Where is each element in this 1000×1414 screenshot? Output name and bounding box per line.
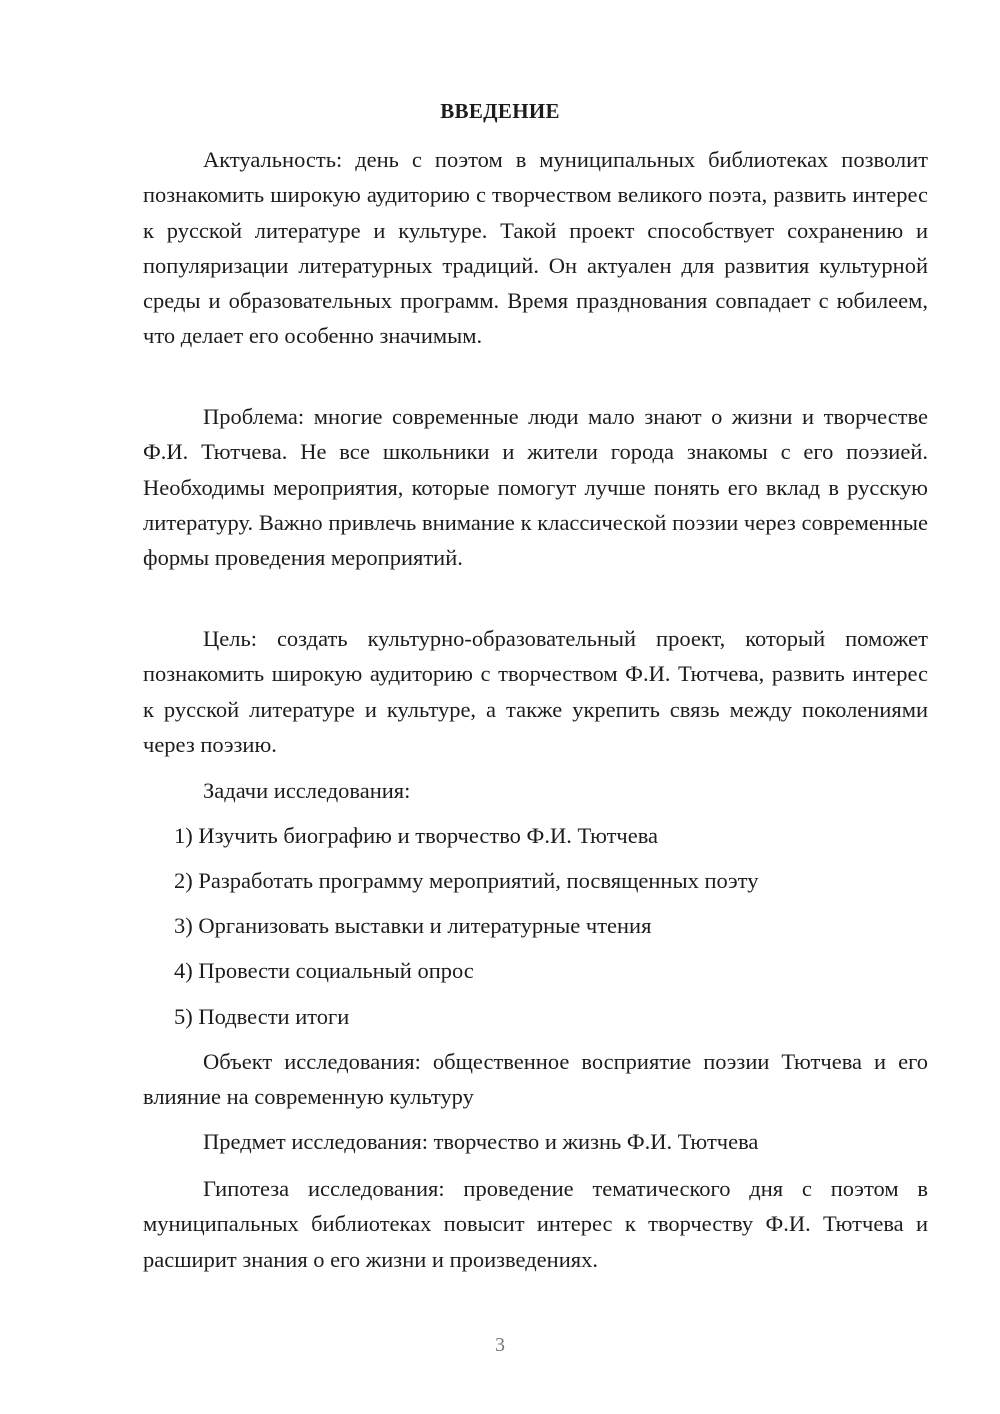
list-item: 4) Провести социальный опрос [174, 958, 474, 983]
hypothesis-paragraph: Гипотеза исследования: проведение тематического дня с поэтом в муниципальных библиотеках повысит интерес к творчеству Ф.И. Тютчева и расширит знания о его жизни и произведениях. [143, 1176, 928, 1272]
object-paragraph: Объект исследования: общественное восприятие поэзии Тютчева и его влияние на современную культуру [143, 1049, 928, 1110]
goal-paragraph: Цель: создать культурно-образовательный проект, который поможет познакомить широкую аудиторию с творчеством Ф.И. Тютчева, развить интерес к русской литературе и культуре, а также укрепить связь между поколениями через поэзию. [143, 626, 928, 757]
problem-paragraph: Проблема: многие современные люди мало знают о жизни и творчестве Ф.И. Тютчева. Не все школьники и жители города знакомы с его поэзией. Необходимы мероприятия, которые помогут лучше понять его вклад в русскую литературу. Важно привлечь внимание к классической поэзии через современные формы проведения мероприятий. [143, 404, 928, 571]
page-number: 3 [495, 1334, 505, 1356]
list-item: 5) Подвести итоги [174, 1004, 350, 1029]
list-item: 3) Организовать выставки и литературные чтения [174, 913, 652, 938]
tasks-heading: Задачи исследования: [203, 778, 411, 803]
relevance-paragraph: Актуальность: день с поэтом в муниципальных библиотеках позволит познакомить широкую аудиторию с творчеством великого поэта, развить интерес к русской литературе и культуре. Такой проект способствует сохранению и популяризации литературных традиций. Он актуален для развития культурной среды и образовательных программ. Время празднования совпадает с юбилеем, что делает его особенно значимым. [143, 147, 928, 349]
page-title: ВВЕДЕНИЕ [440, 99, 560, 123]
list-item: 1) Изучить биографию и творчество Ф.И. Тютчева [174, 823, 659, 848]
list-item: 2) Разработать программу мероприятий, посвященных поэту [174, 868, 759, 893]
subject-paragraph: Предмет исследования: творчество и жизнь Ф.И. Тютчева [203, 1129, 759, 1154]
